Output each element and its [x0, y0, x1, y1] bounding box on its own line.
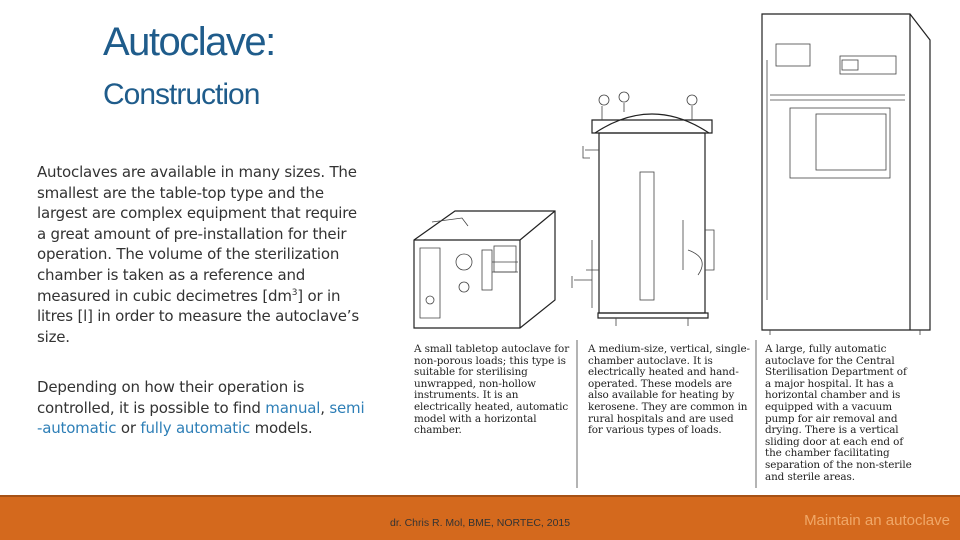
option-fully-automatic: fully automatic [140, 419, 250, 438]
footer-topic: Maintain an autoclave [804, 512, 950, 529]
paragraph-sizes-text-b: ] or in litres [l] in order to measure the autoclave’s size. [37, 286, 359, 346]
large-autoclave-drawing [762, 14, 930, 335]
paragraph-control-types [37, 377, 367, 439]
paragraph-sizes [37, 162, 367, 347]
footer-author: dr. Chris R. Mol, BME, NORTEC, 2015 [390, 517, 571, 529]
option-semi-automatic: semi -automatic [37, 398, 365, 438]
caption-tabletop: A small tabletop autoclave for non-porous loads; this type is suitable for sterilising unwrapped, non-hollow instruments. It is an electrically heated, automatic model with a horizontal chamber. [414, 343, 570, 437]
paragraph-outro: models. [250, 419, 313, 438]
option-manual: manual [265, 398, 321, 417]
tabletop-autoclave-drawing [414, 211, 555, 328]
vertical-autoclave-drawing [572, 92, 714, 326]
paragraph-intro: Depending on how their operation is controlled, it is possible to find [37, 378, 305, 417]
paragraph-sizes-text-a: Autoclaves are available in many sizes. The smallest are the table-top type and the largest are complex equipment that require a great amount of pre-installation for their operation. The volume of the sterilization chamber is taken as a reference and measured in cubic decimetres [dm [37, 163, 357, 305]
separator-1: , [320, 398, 330, 417]
caption-vertical: A medium-size, vertical, single-chamber autoclave. It is electrically heated and hand-operated. These models are also available for heating by kerosene. They are common in rural hospitals and are used for various types of loads. [588, 343, 750, 437]
slide-subtitle: Construction [103, 78, 260, 111]
caption-large: A large, fully automatic autoclave for the Central Sterilisation Department of a major hospital. It has a horizontal chamber and is equipped with a vacuum pump for air removal and drying. There is a vertical sliding door at each end of the chamber facilitating separation of the non-sterile and sterile areas. [765, 343, 912, 483]
slide-title: Autoclave: [103, 20, 275, 64]
separator-2: or [116, 419, 141, 438]
superscript-three: 3 [291, 287, 298, 298]
